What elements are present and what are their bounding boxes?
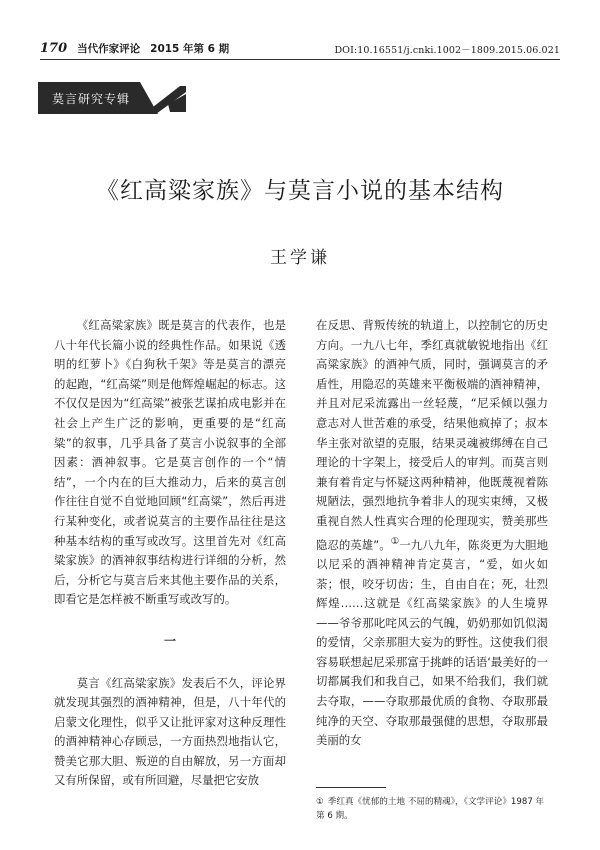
footnote-mark: ① (316, 797, 324, 807)
banner-decoration-icon (140, 82, 190, 114)
footnote (316, 795, 552, 823)
journal-name: 当代作家评论 (77, 43, 141, 55)
paragraph: 《红高粱家族》既是莫言的代表作，也是八十年代长篇小说的经典性作品。如果说《透明的红萝卜》《白狗秋千架》等是莫言的漂亮的起跑，“红高粱”则是他辉煌崛起的标志。这不仅仅是因为“红高粱”被张艺谋拍成电影并在社会上产生广泛的影响，更重要的是“红高粱”的叙事，几乎具备了莫言小说叙事的全部因素：酒神叙事。它是莫言创作的一个“情结”，一个内在的巨大推动力，后来的莫言创作往往自觉不自觉地回顾“红高粱”，然后再进行某种变化，或者说莫言的主要作品往往是这种基本结构的重写或改写。这里首先对《红高粱家族》的酒神叙事结构进行详细的分析，然后，分析它与莫言后来其他主要作品的关系，即看它是怎样被不断重写或改写的。 (54, 318, 286, 607)
footnote-text: 季红真《忧郁的土地 不屈的精魂》，《文学评论》1987 年第 6 期。 (316, 797, 545, 821)
header-left (40, 41, 229, 56)
doi: DOI:10.16551/j.cnki.1002－1809.2015.06.021 (334, 45, 560, 56)
left-column (54, 316, 286, 791)
section-banner (38, 82, 190, 114)
article-title: 《红高粱家族》与莫言小说的基本结构 (96, 178, 504, 204)
header-divider (40, 59, 560, 60)
paragraph-continued (316, 316, 548, 751)
paragraph-text: 在反思、背叛传统的轨道上，以控制它的历史方向。一九八七年，季红真就敏锐地指出《红高粱家族》的酒神气质，同时，强调莫言的矛盾性，用隐忍的英雄来平衡极端的酒神精神，并且对尼采流露出一丝轻蔑，“尼采倾以强力意志对人世苦难的承受，结果他疯掉了；叔本华主张对欲望的克服，结果灵魂被绑缚在自己理论的十字架上，接受后人的审判。而莫言则兼有着肯定与怀疑这两种精神，他既蔑视着陈规陋法，强烈地抗争着非人的现实束缚，又极重视自然人性真实合理的伦理现实，赞美那些隐忍的英雄”。 (316, 318, 548, 552)
running-header (40, 38, 560, 56)
footnote-divider (316, 787, 386, 788)
footnote-reference[interactable]: ① (390, 535, 400, 547)
journal-issue: 2015 年第 6 期 (150, 43, 230, 55)
section-heading: 一 (163, 633, 176, 648)
banner-label: 莫言研究专辑 (52, 92, 131, 106)
paragraph: 莫言《红高粱家族》发表后不久，评论界就发现其强烈的酒神精神，但是，八十年代的启蒙文化理性，似乎又让批评家对这种反理性的酒神精神心存顾忌，一方面热烈地指认它，赞美它那大胆、叛逆的自由解放，另一方面却又有所保留，或有所回避，尽量把它安放 (54, 675, 286, 788)
page-number: 170 (40, 41, 68, 56)
right-column (316, 316, 548, 751)
paragraph-text: 一九八九年，陈炎更为大胆地以尼采的酒神精神肯定莫言，“爱，如火如荼；恨，咬牙切齿；生，自由自在；死，壮烈辉煌……这就是《红高粱家族》的人生境界——爷爷那叱咤风云的气魄，奶奶那如饥似渴的爱情，父亲那胆大妄为的野性。这使我们很容易联想起尼采那富于挑衅的话语‘最美好的一切都属我们和我自己，如果不给我们，我们就去夺取，——夺取那最优质的食物、夺取那最纯净的天空、夺取那最强健的思想，夺取那最美丽的女 (316, 537, 548, 748)
author-name: 王学谦 (270, 248, 330, 268)
